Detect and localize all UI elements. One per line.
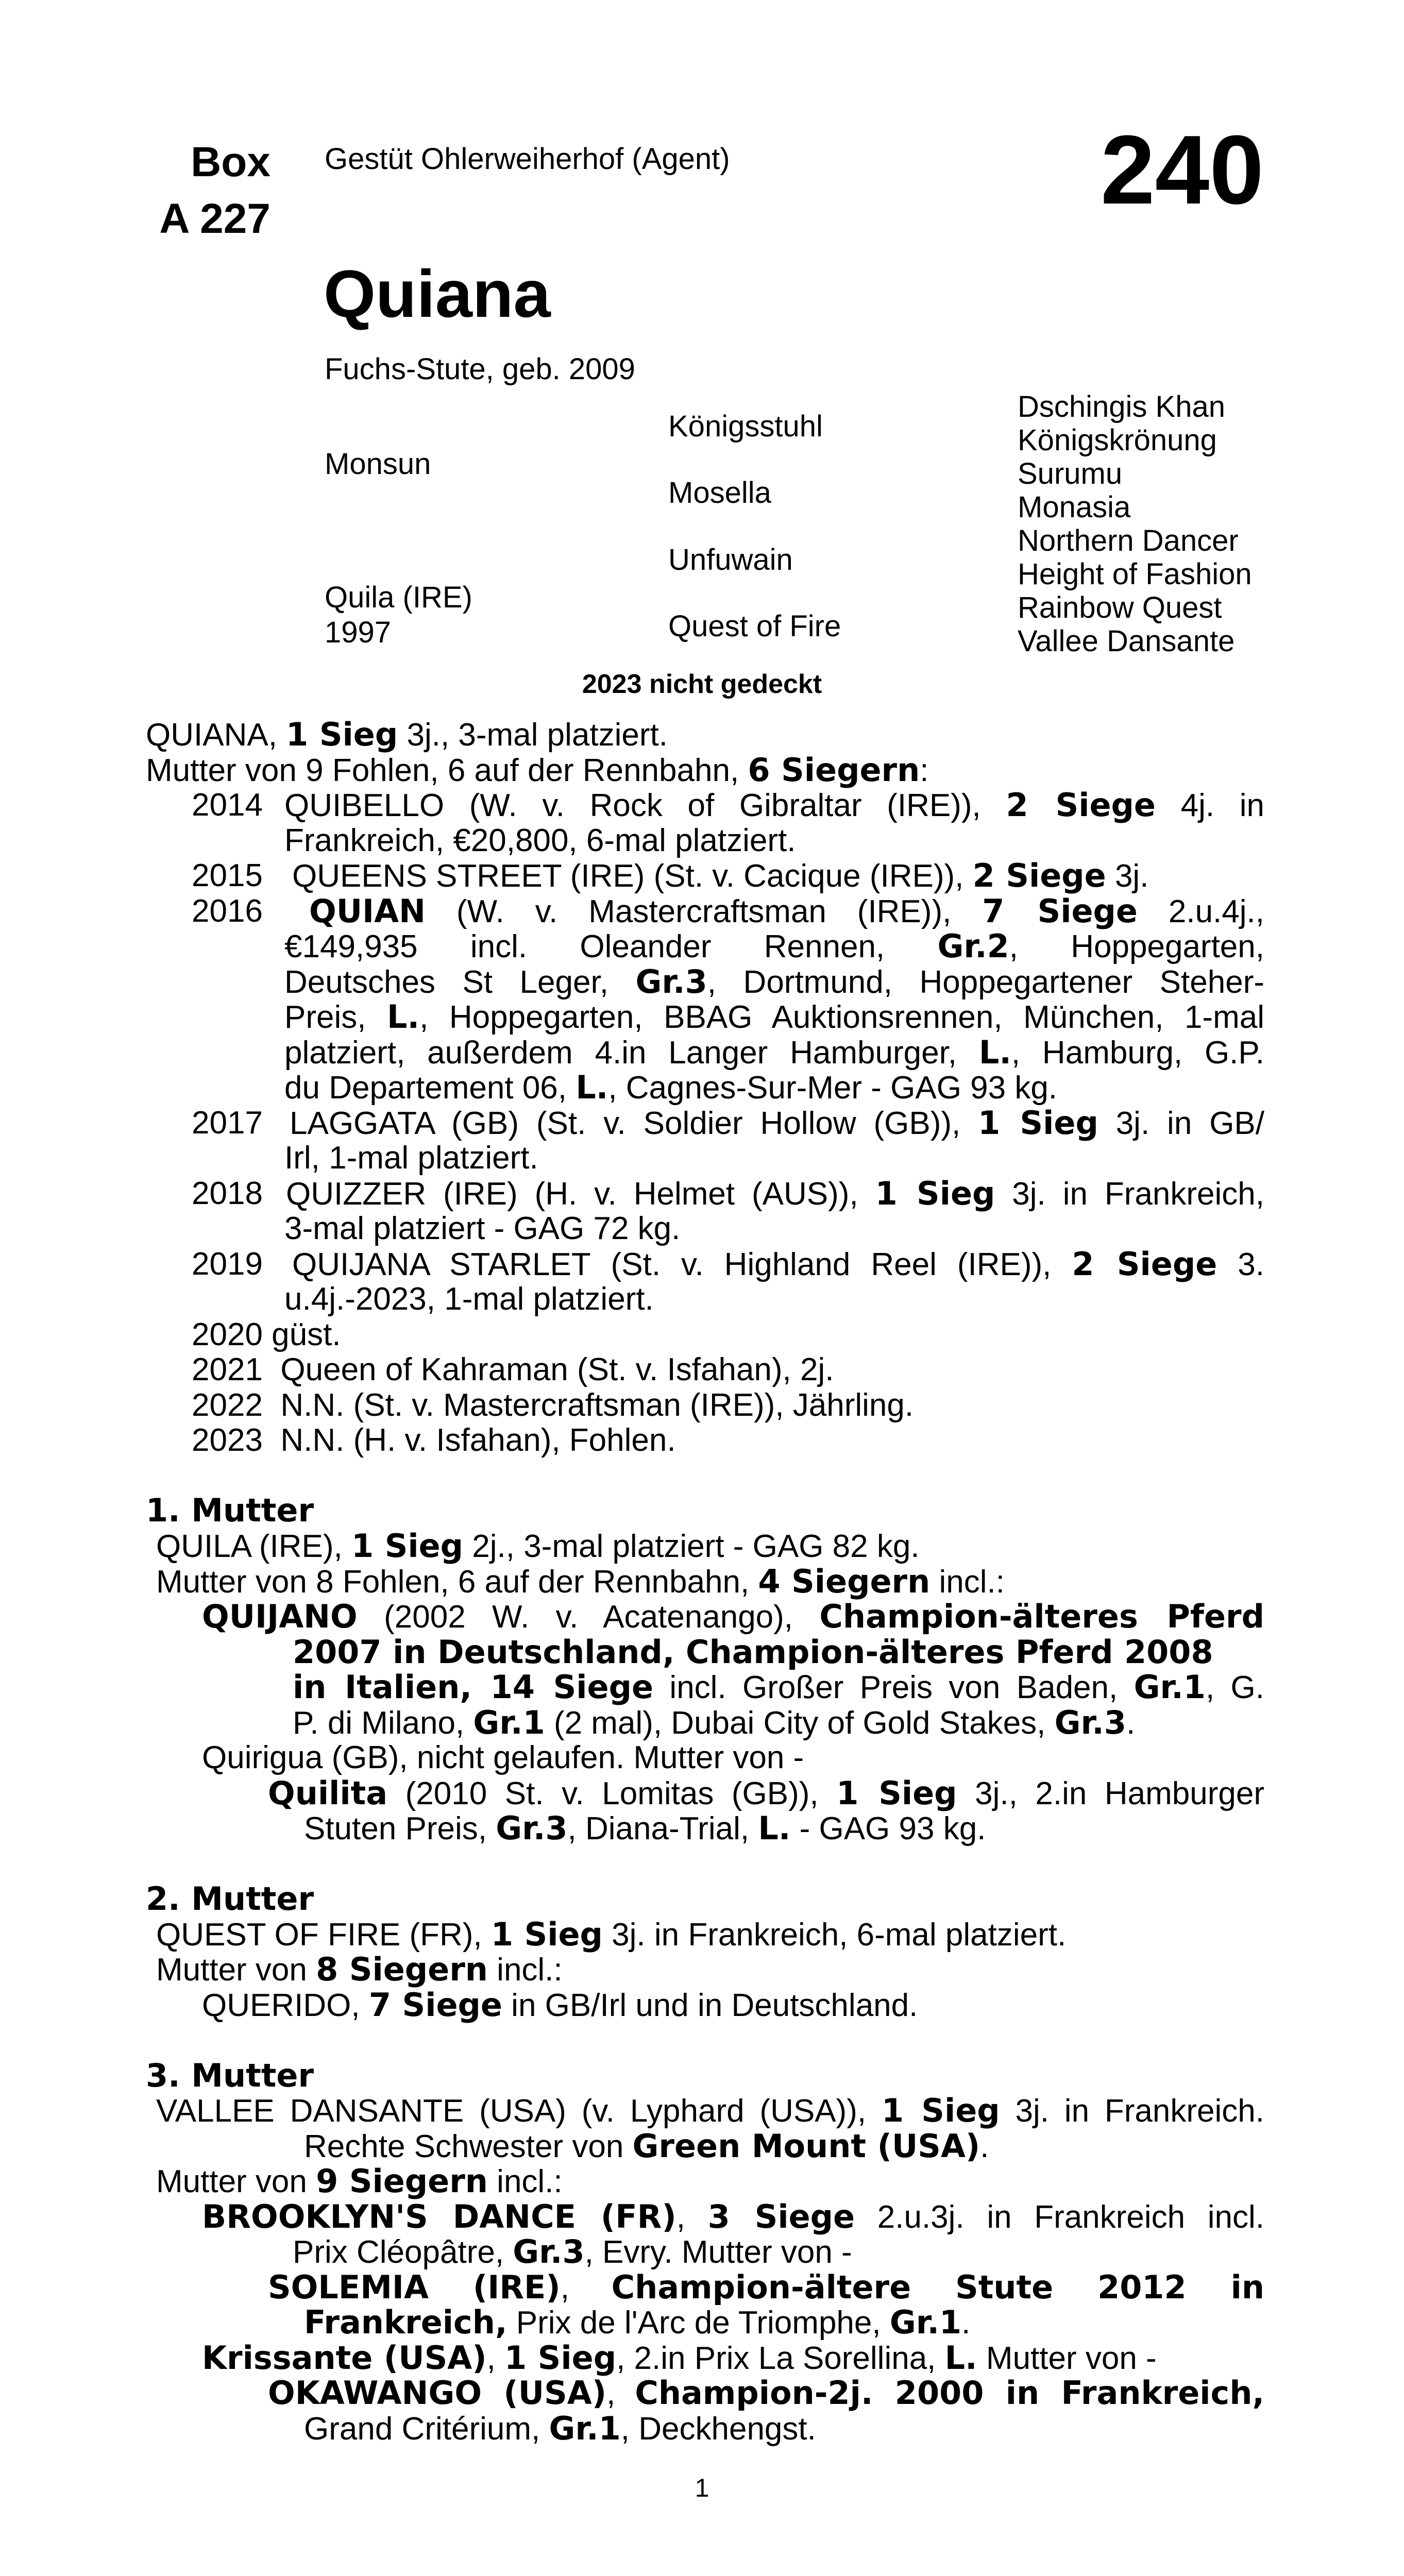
third-dam-produce-entry: BROOKLYN'S DANCE (FR), 3 Siege 2.u.3j. in Frankreich incl. <box>202 2198 1264 2235</box>
grand-produce-entry-cont: Stuten Preis, Gr.3, Diana-Trial, L. - GAG 93 kg. <box>304 1809 986 1847</box>
produce-entry: QUIJANA STARLET (St. v. Highland Reel (IRE)), 2 Siege 3. <box>292 1245 1264 1283</box>
great-grandparent: Rainbow Quest <box>1018 591 1222 624</box>
third-dam-grand-produce: SOLEMIA (IRE), Champion-ältere Stute 2012 in <box>268 2268 1265 2306</box>
produce-entry: 2021 Queen of Kahraman (St. v. Isfahan), 2j. <box>192 1352 834 1387</box>
dam-produce-entry-cont: 2007 in Deutschland, Champion-älteres Pferd 2008 <box>293 1633 1213 1671</box>
great-grandparent: Surumu <box>1018 457 1123 490</box>
produce-year: 2018 <box>192 1176 263 1211</box>
second-dam-produce-entry: QUERIDO, 7 Siege in GB/Irl und in Deutschland. <box>202 1986 918 2024</box>
produce-year: 2017 <box>192 1105 263 1141</box>
horse-name: Quiana <box>324 256 551 331</box>
dam-produce-entry: QUIJANO (2002 W. v. Acatenango), Champion-älteres Pferd <box>202 1598 1264 1635</box>
produce-year: 2015 <box>192 858 263 893</box>
page-number: 1 <box>695 2473 709 2502</box>
grandparent: Unfuwain <box>668 543 793 577</box>
produce-entry-cont: 3-mal platziert - GAG 72 kg. <box>284 1211 681 1246</box>
third-dam-produce-entry-cont: Prix Cléopâtre, Gr.3, Evry. Mutter von - <box>293 2233 852 2270</box>
dam-produce-summary: Mutter von 8 Fohlen, 6 auf der Rennbahn, 4 Siegern incl.: <box>156 1563 1005 1600</box>
produce-entry: QUEENS STREET (IRE) (St. v. Cacique (IRE)), 2 Siege 3j. <box>292 857 1149 894</box>
produce-summary: Mutter von 9 Fohlen, 6 auf der Rennbahn, 6 Siegern: <box>146 751 929 789</box>
produce-entry-cont: Preis, L., Hoppegarten, BBAG Auktionsrennen, München, 1-mal <box>284 998 1264 1036</box>
third-dam-record-cont: Rechte Schwester von Green Mount (USA). <box>304 2127 989 2165</box>
produce-entry: QUIAN (W. v. Mastercraftsman (IRE)), 7 Siege 2.u.4j., <box>309 892 1264 930</box>
box-label: Box <box>191 139 270 185</box>
produce-entry-cont: du Departement 06, L., Cagnes-Sur-Mer - GAG 93 kg. <box>284 1069 1058 1106</box>
produce-entry-cont: platziert, außerdem 4.in Langer Hamburger, L., Hamburg, G.P. <box>284 1033 1264 1071</box>
third-dam-grand-produce-cont: Frankreich, Prix de l'Arc de Triomphe, Gr.1. <box>304 2303 971 2341</box>
dam-produce-entry-cont: in Italien, 14 Siege incl. Großer Preis von Baden, Gr.1, G. <box>293 1668 1265 1706</box>
great-grandparent: Vallee Dansante <box>1018 624 1235 658</box>
lot-number: 240 <box>1100 115 1264 225</box>
dam: Quila (IRE) <box>325 581 472 614</box>
third-dam-grand-produce: OKAWANGO (USA), Champion-2j. 2000 in Frankreich, <box>268 2374 1265 2412</box>
produce-year: 2019 <box>192 1246 263 1282</box>
mare-record: QUIANA, 1 Sieg 3j., 3-mal platziert. <box>146 716 668 753</box>
agent: Gestüt Ohlerweiherhof (Agent) <box>325 142 730 176</box>
great-grandparent: Königskrönung <box>1018 423 1217 457</box>
produce-entry-cont: Irl, 1-mal platziert. <box>284 1140 538 1176</box>
dam-year: 1997 <box>325 616 392 649</box>
produce-entry-cont: Deutsches St Leger, Gr.3, Dortmund, Hoppegartener Steher- <box>284 963 1264 1001</box>
produce-entry-cont: u.4j.-2023, 1-mal platziert. <box>284 1281 654 1317</box>
produce-entry: LAGGATA (GB) (St. v. Soldier Hollow (GB)), 1 Sieg 3j. in GB/ <box>290 1104 1264 1142</box>
grand-produce-entry: Quilita (2010 St. v. Lomitas (GB)), 1 Sieg 3j., 2.in Hamburger <box>268 1774 1265 1812</box>
second-dam-produce-summary: Mutter von 8 Siegern incl.: <box>156 1951 563 1988</box>
produce-entry: 2023 N.N. (H. v. Isfahan), Fohlen. <box>192 1422 676 1458</box>
grandparent: Mosella <box>668 476 771 510</box>
third-dam-record: VALLEE DANSANTE (USA) (v. Lyphard (USA)), 1 Sieg 3j. in Frankreich. <box>156 2092 1265 2129</box>
third-dam-grand-produce-cont: Grand Critérium, Gr.1, Deckhengst. <box>304 2410 816 2447</box>
grandparent: Königsstuhl <box>668 410 823 443</box>
produce-year: 2016 <box>192 893 263 929</box>
produce-entry: 2022 N.N. (St. v. Mastercraftsman (IRE)), Jährling. <box>192 1387 914 1423</box>
horse-description: Fuchs-Stute, geb. 2009 <box>325 352 635 386</box>
produce-entry: QUIBELLO (W. v. Rock of Gibraltar (IRE)), 2 Siege 4j. in <box>284 786 1264 824</box>
section-heading-dam-3: 3. Mutter <box>146 2057 314 2094</box>
produce-entry: QUIZZER (IRE) (H. v. Helmet (AUS)), 1 Sieg 3j. in Frankreich, <box>286 1175 1264 1212</box>
box-number: A 227 <box>159 195 270 242</box>
great-grandparent: Northern Dancer <box>1018 524 1239 557</box>
great-grandparent: Monasia <box>1018 490 1131 524</box>
dam-produce-entry: Quirigua (GB), nicht gelaufen. Mutter von - <box>202 1740 804 1775</box>
dam-record: QUILA (IRE), 1 Sieg 2j., 3-mal platziert - GAG 82 kg. <box>156 1527 920 1565</box>
produce-entry: 2020 güst. <box>192 1317 341 1352</box>
produce-entry-cont: €149,935 incl. Oleander Rennen, Gr.2, Hoppegarten, <box>284 927 1264 965</box>
section-heading-dam-2: 2. Mutter <box>146 1880 314 1918</box>
great-grandparent: Dschingis Khan <box>1018 390 1225 423</box>
sire: Monsun <box>325 447 431 481</box>
grandparent: Quest of Fire <box>668 609 841 643</box>
produce-year: 2014 <box>192 787 263 823</box>
second-dam-record: QUEST OF FIRE (FR), 1 Sieg 3j. in Frankreich, 6-mal platziert. <box>156 1916 1067 1953</box>
great-grandparent: Height of Fashion <box>1018 557 1252 591</box>
section-heading-dam-1: 1. Mutter <box>146 1492 314 1529</box>
third-dam-produce-summary: Mutter von 9 Siegern incl.: <box>156 2162 563 2200</box>
covering-note: 2023 nicht gedeckt <box>582 669 822 699</box>
dam-produce-entry-cont: P. di Milano, Gr.1 (2 mal), Dubai City of Gold Stakes, Gr.3. <box>293 1704 1136 1741</box>
third-dam-produce-entry: Krissante (USA), 1 Sieg, 2.in Prix La Sorellina, L. Mutter von - <box>202 2339 1157 2377</box>
produce-entry-cont: Frankreich, €20,800, 6-mal platziert. <box>284 823 796 858</box>
